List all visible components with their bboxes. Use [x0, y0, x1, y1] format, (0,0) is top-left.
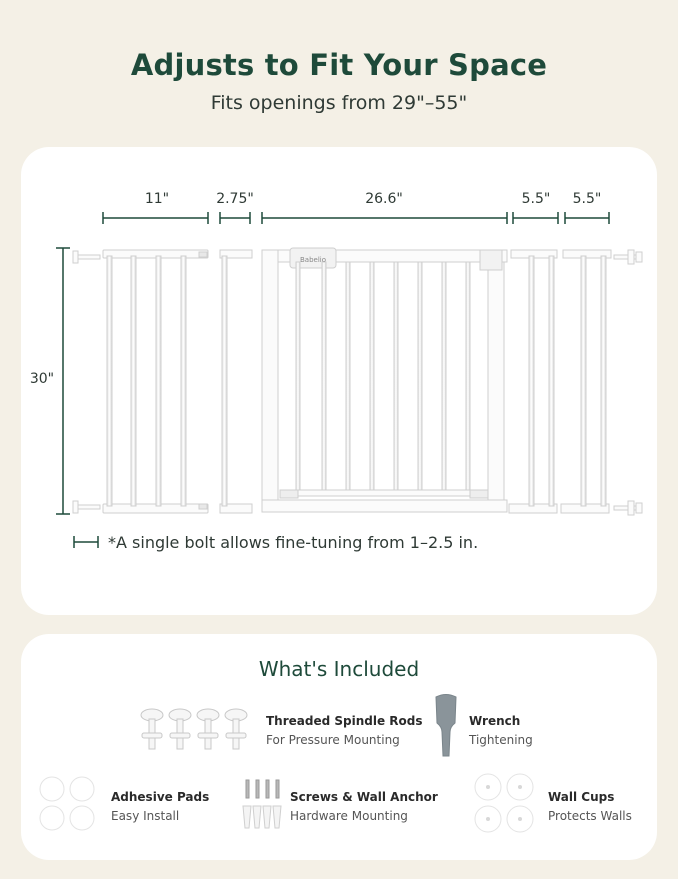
width-label-3: 5.5" [521, 191, 551, 207]
extension-2-75 [220, 250, 252, 513]
dim-line-2-75 [220, 212, 250, 224]
width-label-1: 2.75" [216, 191, 254, 207]
dim-line-height [56, 248, 70, 514]
main-gate [262, 248, 507, 512]
item-name: Wall Cups [548, 790, 615, 804]
extension-5-5-a [509, 250, 557, 513]
page-subtitle: Fits openings from 29"–55" [210, 92, 468, 114]
included-item-spindle-rods [266, 714, 423, 747]
left-pressure-bolts [73, 251, 100, 513]
item-desc: Protects Walls [548, 809, 632, 823]
item-name: Screws & Wall Anchor [290, 790, 438, 804]
included-item-wrench [469, 714, 533, 747]
included-item-wall-cups [548, 790, 632, 823]
right-pressure-bolts [614, 250, 642, 515]
item-name: Adhesive Pads [111, 790, 210, 804]
extension-11 [103, 250, 208, 513]
height-label: 30" [29, 371, 55, 387]
dim-line-5-5-b [565, 212, 609, 224]
width-label-0: 11" [144, 191, 170, 207]
dim-line-5-5-a [513, 212, 558, 224]
width-label-4: 5.5" [572, 191, 602, 207]
item-name: Threaded Spindle Rods [266, 714, 423, 728]
item-name: Wrench [469, 714, 521, 728]
page-title: Adjusts to Fit Your Space [130, 48, 548, 82]
width-label-2: 26.6" [365, 191, 403, 207]
included-title: What's Included [258, 657, 420, 681]
included-item-adhesive-pads [111, 790, 209, 823]
dim-line-11 [103, 212, 208, 224]
extension-5-5-b [561, 250, 611, 513]
dim-line-26-6 [262, 212, 507, 224]
fine-tuning-note: *A single bolt allows fine-tuning from 1–2.5 in. [108, 533, 479, 552]
item-desc: Tightening [469, 733, 533, 747]
note-dim-icon [74, 536, 98, 548]
item-desc: Hardware Mounting [290, 809, 408, 823]
item-desc: Easy Install [111, 809, 180, 823]
included-item-screws [290, 790, 438, 823]
item-desc: For Pressure Mounting [266, 733, 400, 747]
brand-mark: Babelio [299, 256, 327, 264]
